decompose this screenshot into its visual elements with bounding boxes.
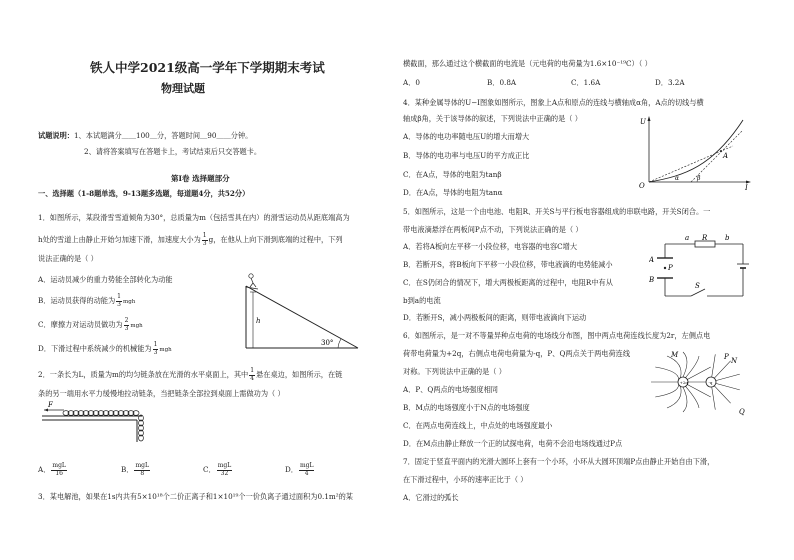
q4-line1: 4．某种金属导体的U−I图象如图所示，图象上A点和原点的连线与横轴成α角，A点的切线与横 — [403, 98, 704, 107]
q2-opta-den: 16 — [55, 469, 63, 477]
q7-line2: 在下滑过程中，小环的速率正比于（ ） — [403, 475, 528, 484]
q1-fig-angle-label: 30° — [321, 339, 334, 347]
q2-optd-num: mgL — [299, 462, 314, 469]
q1-optb-tail: mgh — [123, 299, 136, 306]
q6-fig-plus: +2q — [679, 380, 688, 385]
q5-line2: 带电液滴悬浮在两板间P点不动，下列说法正确的是（ ） — [403, 225, 583, 234]
q2-options — [38, 463, 68, 477]
q2-frac-den: 4 — [250, 374, 255, 382]
q1-optc-tail: mgh — [130, 323, 143, 330]
q4-fig-O: O — [639, 182, 645, 190]
q3-option-b: B．0.8A — [487, 78, 517, 87]
q1-option-a: A．运动员减少的重力势能全部转化为动能 — [38, 275, 173, 284]
q7-option-a: A．它滑过的弧长 — [403, 493, 459, 502]
field-line — [687, 385, 710, 398]
q2-optd-den: 4 — [304, 469, 309, 477]
field-line — [712, 354, 716, 377]
q1-fig-h-label: h — [256, 317, 261, 325]
q1-optb-num: 1 — [117, 293, 121, 300]
q1-incline-figure — [238, 266, 363, 352]
q1-line2a: h处的雪道上由静止开始匀加速下滑，加速度大小为 — [38, 235, 201, 245]
q6-fig-P: P — [724, 353, 729, 361]
q2-optc-label: C． — [203, 465, 216, 475]
q1-optb-den: 3 — [117, 300, 121, 308]
q1-optc-den: 3 — [124, 324, 129, 332]
q1-option-d — [38, 342, 172, 356]
q5-option-c: C．在S仍闭合的情况下，增大两极板距离的过程中，电阻R中有从 — [403, 278, 613, 287]
q2-optd-label: D． — [285, 465, 298, 475]
q2-fraction — [249, 368, 255, 382]
q4-fig-U: U — [640, 118, 646, 126]
q1-fraction — [202, 233, 208, 247]
q2-fig-F-label: F — [48, 401, 53, 409]
q1-optc-num: 2 — [124, 317, 129, 324]
q1-optb-text: B．运动员获得的动能为 — [38, 296, 116, 306]
field-line — [716, 374, 740, 380]
q1-option-c — [38, 318, 143, 332]
section-title: 第Ⅰ卷 选择题部分 — [171, 174, 230, 183]
q5-option-c2: b到a的电流 — [403, 296, 441, 305]
q2-line1 — [38, 368, 342, 382]
q4-option-d: D．在A点，导体的电阻为tanα — [403, 188, 503, 197]
q4-ui-graph — [635, 114, 753, 190]
field-line — [712, 387, 716, 410]
field-line — [683, 352, 687, 377]
q6-line1: 6．如图所示，是一对不等量异种点电荷的电场线分布图，图中两点电荷连线长度为2r，左侧点电 — [403, 331, 711, 340]
q2-optb-frac — [134, 463, 150, 477]
q6-option-a: A．P、Q两点的电场强度相同 — [403, 385, 498, 394]
q1-line2b: g，在他从上向下滑到底端的过程中，下列 — [208, 235, 343, 245]
q3-option-a: A．0 — [403, 78, 420, 87]
q4-option-a: A．导体的电功率随电压U的增大而增大 — [403, 132, 530, 141]
q6-fig-Q: Q — [739, 408, 745, 416]
field-line — [716, 383, 740, 389]
field-lines — [651, 352, 740, 412]
field-line — [667, 356, 681, 378]
q1-optd-frac — [153, 342, 159, 356]
field-line — [687, 367, 710, 380]
q6-option-b: B．M点的电场强度小于N点的电场强度 — [403, 403, 530, 412]
note-1: 1、本试题满分＿＿100＿分，答题时间＿90＿＿分钟。 — [73, 131, 253, 140]
note-2: 2、请将答案填写在答题卡上，考试结束后只交答题卡。 — [84, 147, 262, 156]
notes-label: 试题说明： — [38, 131, 74, 140]
q5-fig-P: P — [668, 264, 673, 272]
q1-optd-den: 3 — [153, 348, 158, 356]
q2-line1a: 2．一条长为L，质量为m的均匀链条放在光滑的水平桌面上，其中 — [38, 370, 249, 380]
q1-optc-text: C．摩擦力对运动员做功为 — [38, 320, 123, 330]
q2-option-c — [203, 463, 233, 477]
q5-fig-a: a — [685, 234, 690, 242]
q6-fig-N: N — [731, 357, 738, 365]
q5-circuit-figure — [649, 232, 749, 302]
q1-option-b — [38, 294, 135, 308]
q6-line3: 对称。下列说法中正确的是（ ） — [403, 367, 506, 376]
q6-fig-minus: -q — [708, 380, 713, 385]
q2-opta-label: A． — [38, 465, 51, 475]
q4-option-c: C．在A点，导体的电阻为tanβ — [403, 170, 502, 179]
field-line — [683, 387, 687, 412]
exam-subject: 物理试题 — [161, 82, 205, 95]
q2-optd-frac — [299, 463, 315, 477]
q2-chain-figure — [42, 398, 202, 444]
q2-frac-num: 1 — [250, 367, 255, 374]
q2-option-d — [285, 463, 315, 477]
q6-option-d: D．在M点由静止释放一个正的试探电荷，电荷不会沿电场线通过P点 — [403, 439, 623, 448]
q5-fig-b: b — [725, 234, 730, 242]
q3-option-d: D．3.2A — [655, 78, 685, 87]
exam-title: 铁人中学2021级高一学年下学期期末考试 — [90, 60, 325, 75]
q1-line3: 说法正确的是（ ） — [38, 254, 98, 263]
q5-option-d: D．若断开S，减小两极板间的距离，则带电液滴向下运动 — [403, 313, 587, 322]
q2-optc-num: mgL — [217, 462, 232, 469]
q3-option-c: C．1.6A — [571, 78, 601, 87]
chain-links — [63, 411, 143, 441]
q2-optb-label: B． — [121, 465, 134, 475]
q5-fig-R: R — [702, 234, 708, 242]
q1-optb-frac — [116, 294, 122, 308]
field-line — [655, 385, 678, 398]
q7-line1: 7．固定于竖直平面内的光滑大圆环上套有一个小环，小环从大圆环顶端P点由静止开始自由下滑， — [403, 457, 715, 466]
field-line — [714, 361, 730, 378]
q4-line2: 轴成β角，关于该导体的叙述，下列说法中正确的是（ ） — [403, 114, 582, 123]
q5-option-a: A．若将A板向左平移一小段位移，电容器的电容C增大 — [403, 242, 578, 251]
q4-fig-beta: β — [697, 175, 701, 182]
q1-optd-text: D．下滑过程中系统减少的机械能为 — [38, 344, 152, 354]
q2-line1b: 悬在桌边，如图所示，在链 — [256, 370, 343, 380]
section-instructions: 一、选择题（1-8题单选，9-13题多选题，每道题4分，共52分） — [38, 189, 250, 198]
q1-frac-den: 3 — [202, 239, 207, 247]
q4-option-b: B．导体的电功率与电压U的平方成正比 — [403, 151, 530, 160]
switch-icon — [691, 289, 705, 296]
q3-line1: 3．某电解池，如果在1s内共有5×10¹⁸个二价正离子和1×10¹⁹个一价负离子通过面积为0.1m²的某 — [38, 492, 353, 501]
q6-field-lines-figure — [651, 348, 753, 416]
exam-notes-line1 — [38, 131, 252, 140]
field-line — [714, 386, 730, 403]
q2-opta-num: mgL — [52, 462, 66, 469]
q4-fig-I: I — [745, 184, 748, 190]
q2-optc-frac — [217, 463, 233, 477]
q6-line2: 荷带电荷量为+2q，右侧点电荷电荷量为-q，P、Q两点关于两电荷连线 — [403, 349, 631, 358]
q2-optb-num: mgL — [135, 462, 149, 469]
q1-optc-frac — [124, 318, 130, 332]
q2-optb-den: 8 — [140, 469, 145, 477]
q4-fig-A: A — [723, 152, 729, 160]
q1-line1: 1．如图所示，某段滑雪雪道倾角为30°，总质量为m（包括雪具在内）的滑雪运动员从距底端高为 — [38, 213, 350, 222]
q2-opta-frac — [51, 463, 67, 477]
q1-optd-num: 1 — [153, 341, 158, 348]
q4-fig-alpha: α — [675, 175, 680, 182]
q2-line2: 条的另一端用水平力缓慢地拉动链条，当把链条全部拉到桌面上需做功为（ ） — [38, 389, 285, 398]
q5-fig-B: B — [649, 276, 655, 284]
field-line — [667, 386, 681, 408]
q6-option-c: C．在两点电荷连线上，中点处的电场强度最小 — [403, 421, 553, 430]
q6-fig-M: M — [671, 351, 679, 359]
q5-line1: 5．如图所示，这是一个由电池、电阻R、开关S与平行板电容器组成的串联电路，开关S闭合。一 — [403, 207, 711, 216]
q5-option-b: B．若断开S，将B板向下平移一小段位移，带电液滴的电势能减小 — [403, 260, 613, 269]
q2-option-b — [121, 463, 151, 477]
q2-optc-den: 32 — [220, 469, 229, 477]
q1-optd-tail: mgh — [159, 347, 172, 354]
q1-line2 — [38, 233, 343, 247]
field-line — [655, 367, 678, 380]
q1-frac-num: 1 — [202, 232, 207, 239]
q5-fig-S: S — [695, 282, 700, 290]
q5-fig-A: A — [649, 256, 655, 264]
q3-line2: 横截面，那么通过这个横截面的电流是（元电荷的电荷量为1.6×10⁻¹⁹C）（ ） — [403, 59, 652, 68]
